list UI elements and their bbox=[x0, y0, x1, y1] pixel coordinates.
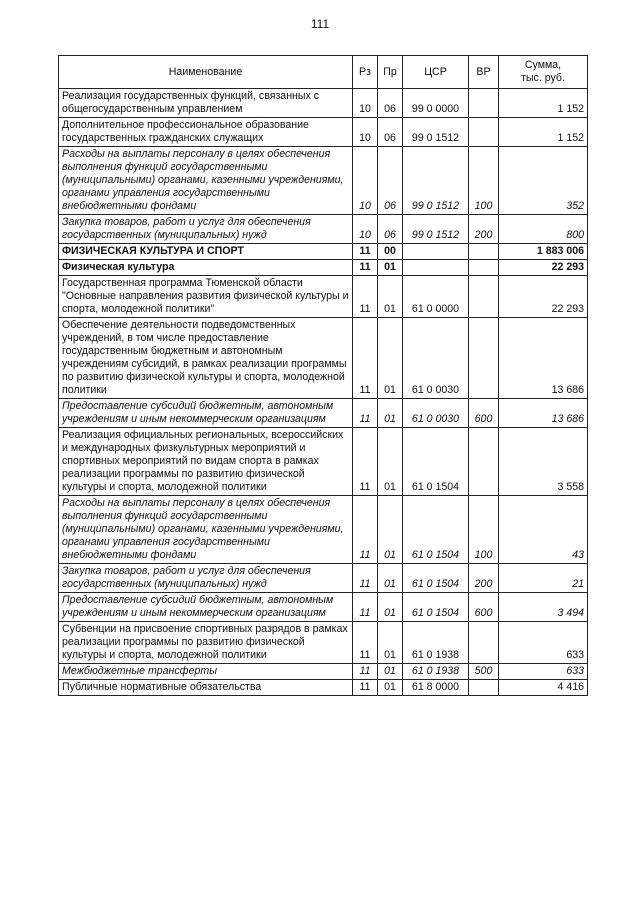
cell-rz: 11 bbox=[353, 680, 378, 696]
table-row bbox=[59, 89, 588, 118]
cell-name: Обеспечение деятельности подведомственных учреждений, в том числе предоставление государственным бюджетным и автономным учреждениям субсидий, в рамках реализации программы по развитию физической культуры и спорта, молодежной политики bbox=[59, 318, 353, 399]
cell-rz: 11 bbox=[353, 244, 378, 260]
cell-sum: 22 293 bbox=[499, 260, 588, 276]
cell-sum: 1 883 006 bbox=[499, 244, 588, 260]
cell-rz: 11 bbox=[353, 564, 378, 593]
cell-name: Расходы на выплаты персоналу в целях обеспечения выполнения функций государственными (муниципальными) органами, казенными учреждениями, органами управления государственными внебюджетными фондами bbox=[59, 496, 353, 564]
cell-sum: 21 bbox=[499, 564, 588, 593]
cell-csr: 61 0 1504 bbox=[403, 496, 469, 564]
cell-rz: 10 bbox=[353, 147, 378, 215]
cell-rz: 11 bbox=[353, 428, 378, 496]
cell-csr: 99 0 1512 bbox=[403, 147, 469, 215]
cell-vr bbox=[469, 244, 499, 260]
cell-sum: 633 bbox=[499, 664, 588, 680]
table-row bbox=[59, 276, 588, 318]
cell-name: Расходы на выплаты персоналу в целях обеспечения выполнения функций государственными (муниципальными) органами, казенными учреждениями, органами управления государственными внебюджетными фондами bbox=[59, 147, 353, 215]
cell-pr: 01 bbox=[378, 276, 403, 318]
cell-name: ФИЗИЧЕСКАЯ КУЛЬТУРА И СПОРТ bbox=[59, 244, 353, 260]
cell-vr bbox=[469, 318, 499, 399]
cell-name: Закупка товаров, работ и услуг для обеспечения государственных (муниципальных) нужд bbox=[59, 564, 353, 593]
cell-sum: 22 293 bbox=[499, 276, 588, 318]
header-sum-line2: тыс. руб. bbox=[521, 72, 565, 84]
table-row bbox=[59, 260, 588, 276]
header-sum bbox=[499, 56, 588, 89]
cell-sum: 43 bbox=[499, 496, 588, 564]
cell-rz: 10 bbox=[353, 215, 378, 244]
cell-rz: 11 bbox=[353, 276, 378, 318]
table-row bbox=[59, 399, 588, 428]
cell-vr: 100 bbox=[469, 496, 499, 564]
cell-name: Предоставление субсидий бюджетным, автономным учреждениям и иным некоммерческим организациям bbox=[59, 399, 353, 428]
cell-vr bbox=[469, 260, 499, 276]
budget-table bbox=[58, 55, 588, 696]
cell-pr: 01 bbox=[378, 593, 403, 622]
cell-vr: 100 bbox=[469, 147, 499, 215]
cell-csr: 61 0 1938 bbox=[403, 622, 469, 664]
cell-pr: 06 bbox=[378, 118, 403, 147]
cell-rz: 11 bbox=[353, 399, 378, 428]
cell-csr: 99 0 1512 bbox=[403, 118, 469, 147]
cell-rz: 11 bbox=[353, 664, 378, 680]
cell-vr bbox=[469, 428, 499, 496]
cell-csr: 61 0 0030 bbox=[403, 318, 469, 399]
cell-pr: 01 bbox=[378, 622, 403, 664]
cell-pr: 01 bbox=[378, 428, 403, 496]
table-row bbox=[59, 622, 588, 664]
cell-name: Государственная программа Тюменской области "Основные направления развития физической культуры и спорта, молодежной политики" bbox=[59, 276, 353, 318]
cell-sum: 3 494 bbox=[499, 593, 588, 622]
table-header-row bbox=[59, 56, 588, 89]
cell-name: Субвенции на присвоение спортивных разрядов в рамках реализации программы по развитию физической культуры и спорта, молодежной политики bbox=[59, 622, 353, 664]
cell-rz: 11 bbox=[353, 260, 378, 276]
cell-vr bbox=[469, 89, 499, 118]
table-row bbox=[59, 680, 588, 696]
cell-name: Предоставление субсидий бюджетным, автономным учреждениям и иным некоммерческим организациям bbox=[59, 593, 353, 622]
cell-rz: 11 bbox=[353, 622, 378, 664]
table-row bbox=[59, 147, 588, 215]
cell-vr bbox=[469, 118, 499, 147]
table-row bbox=[59, 664, 588, 680]
cell-vr bbox=[469, 680, 499, 696]
cell-pr: 06 bbox=[378, 147, 403, 215]
page-number: 111 bbox=[310, 17, 330, 31]
table-row bbox=[59, 564, 588, 593]
cell-pr: 06 bbox=[378, 215, 403, 244]
cell-vr: 600 bbox=[469, 593, 499, 622]
cell-csr bbox=[403, 244, 469, 260]
cell-rz: 10 bbox=[353, 89, 378, 118]
cell-pr: 01 bbox=[378, 564, 403, 593]
cell-csr: 61 0 1504 bbox=[403, 593, 469, 622]
cell-csr: 61 0 0000 bbox=[403, 276, 469, 318]
cell-rz: 11 bbox=[353, 496, 378, 564]
cell-vr: 200 bbox=[469, 215, 499, 244]
cell-sum: 13 686 bbox=[499, 318, 588, 399]
cell-sum: 13 686 bbox=[499, 399, 588, 428]
cell-name: Закупка товаров, работ и услуг для обеспечения государственных (муниципальных) нужд bbox=[59, 215, 353, 244]
cell-csr: 61 8 0000 bbox=[403, 680, 469, 696]
table-row bbox=[59, 244, 588, 260]
cell-pr: 06 bbox=[378, 89, 403, 118]
cell-sum: 4 416 bbox=[499, 680, 588, 696]
cell-vr: 500 bbox=[469, 664, 499, 680]
cell-name: Реализация государственных функций, связанных с общегосударственным управлением bbox=[59, 89, 353, 118]
cell-rz: 11 bbox=[353, 318, 378, 399]
cell-rz: 10 bbox=[353, 118, 378, 147]
cell-name: Межбюджетные трансферты bbox=[59, 664, 353, 680]
cell-sum: 3 558 bbox=[499, 428, 588, 496]
cell-name: Публичные нормативные обязательства bbox=[59, 680, 353, 696]
table-row bbox=[59, 318, 588, 399]
cell-csr: 99 0 1512 bbox=[403, 215, 469, 244]
cell-csr: 61 0 0030 bbox=[403, 399, 469, 428]
cell-name: Дополнительное профессиональное образование государственных гражданских служащих bbox=[59, 118, 353, 147]
cell-csr: 61 0 1504 bbox=[403, 564, 469, 593]
table-row bbox=[59, 593, 588, 622]
cell-pr: 01 bbox=[378, 680, 403, 696]
header-vr: ВР bbox=[469, 56, 499, 89]
table-row bbox=[59, 428, 588, 496]
header-rz: Рз bbox=[353, 56, 378, 89]
table-row bbox=[59, 496, 588, 564]
cell-pr: 01 bbox=[378, 260, 403, 276]
cell-vr bbox=[469, 622, 499, 664]
header-csr: ЦСР bbox=[403, 56, 469, 89]
cell-vr: 200 bbox=[469, 564, 499, 593]
cell-pr: 01 bbox=[378, 318, 403, 399]
cell-vr bbox=[469, 276, 499, 318]
cell-csr: 99 0 0000 bbox=[403, 89, 469, 118]
cell-csr: 61 0 1938 bbox=[403, 664, 469, 680]
cell-pr: 01 bbox=[378, 496, 403, 564]
cell-sum: 633 bbox=[499, 622, 588, 664]
cell-sum: 352 bbox=[499, 147, 588, 215]
cell-sum: 1 152 bbox=[499, 89, 588, 118]
table-row bbox=[59, 215, 588, 244]
cell-csr: 61 0 1504 bbox=[403, 428, 469, 496]
cell-pr: 01 bbox=[378, 399, 403, 428]
cell-csr bbox=[403, 260, 469, 276]
cell-pr: 01 bbox=[378, 664, 403, 680]
cell-name: Реализация официальных региональных, всероссийских и международных физкультурных мероприятий и спортивных мероприятий по видам спорта в рамках реализации программы по развитию физической культуры и спорта, молодежной политики bbox=[59, 428, 353, 496]
cell-sum: 800 bbox=[499, 215, 588, 244]
cell-vr: 600 bbox=[469, 399, 499, 428]
header-name: Наименование bbox=[59, 56, 353, 89]
header-pr: Пр bbox=[378, 56, 403, 89]
header-sum-line1: Сумма, bbox=[524, 59, 562, 71]
cell-sum: 1 152 bbox=[499, 118, 588, 147]
cell-rz: 11 bbox=[353, 593, 378, 622]
table-row bbox=[59, 118, 588, 147]
cell-name: Физическая культура bbox=[59, 260, 353, 276]
cell-pr: 00 bbox=[378, 244, 403, 260]
